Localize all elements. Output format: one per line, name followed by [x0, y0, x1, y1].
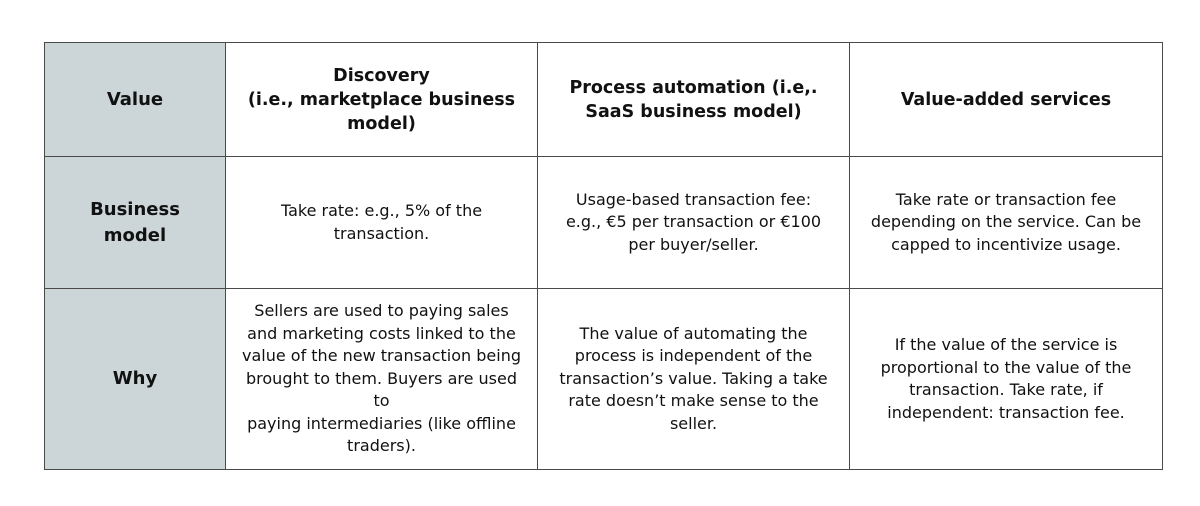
column-header-process-automation — [538, 43, 850, 157]
cell-why-process-automation — [538, 289, 850, 470]
corner-header-cell — [45, 43, 226, 157]
cell-line: transaction. Take rate, if — [909, 380, 1103, 399]
column-header-value-added-services — [850, 43, 1163, 157]
business-model-table — [44, 42, 1163, 470]
cell-line: e.g., €5 per transaction or €100 — [565, 212, 822, 232]
cell-line: and marketing costs linked to the — [247, 323, 516, 343]
cell-line: process is independent of the — [574, 346, 813, 366]
cell-why-value-added-services — [850, 289, 1163, 470]
corner-header-label: Value — [106, 88, 164, 110]
cell-line: rate doesn’t make sense to the — [568, 391, 819, 411]
cell-line: Sellers are used to paying sales — [254, 301, 509, 321]
row-header-line: Business — [90, 198, 180, 220]
cell-line: transaction’s value. Taking a take — [559, 368, 828, 388]
cell-line: If the value of the service is — [894, 335, 1118, 354]
row-header-line: Why — [112, 368, 158, 389]
cell-line: Take rate or transaction fee — [895, 189, 1117, 209]
cell-line: depending on the service. Can be — [870, 212, 1142, 232]
header-line: Value-added services — [900, 89, 1112, 110]
cell-line: capped to incentivize usage. — [891, 234, 1121, 254]
header-line: SaaS business model) — [585, 101, 802, 122]
cell-line: independent: transaction fee. — [887, 402, 1125, 422]
cell-why-discovery — [226, 289, 538, 470]
cell-line: seller. — [669, 413, 718, 433]
cell-line: traders). — [347, 436, 416, 456]
cell-business-model-discovery — [226, 157, 538, 289]
cell-business-model-process-automation — [538, 157, 850, 289]
cell-line: Usage-based transaction fee: — [575, 189, 812, 209]
cell-line: proportional to the value of the — [880, 357, 1132, 377]
header-line: (i.e., marketplace business — [247, 89, 516, 110]
column-header-discovery — [226, 43, 538, 157]
cell-line: The value of automating the — [579, 323, 808, 343]
cell-line: brought to them. Buyers are used to — [246, 368, 517, 411]
row-header-line: model — [103, 224, 167, 246]
cell-line: Take rate: e.g., 5% of the — [280, 201, 483, 220]
row-header-why — [45, 289, 226, 470]
cell-line: per buyer/seller. — [628, 234, 759, 254]
cell-line: value of the new transaction being — [241, 346, 521, 366]
table-row-why — [45, 289, 1163, 470]
cell-business-model-value-added-services — [850, 157, 1163, 289]
row-header-business-model — [45, 157, 226, 289]
cell-line: paying intermediaries (like offline — [247, 413, 516, 433]
header-line: Discovery — [333, 65, 430, 86]
header-row — [45, 43, 1163, 157]
header-line: model) — [347, 113, 416, 134]
table-row-business-model — [45, 157, 1163, 289]
cell-line: transaction. — [333, 223, 430, 243]
header-line: Process automation (i.e,. — [569, 77, 818, 98]
